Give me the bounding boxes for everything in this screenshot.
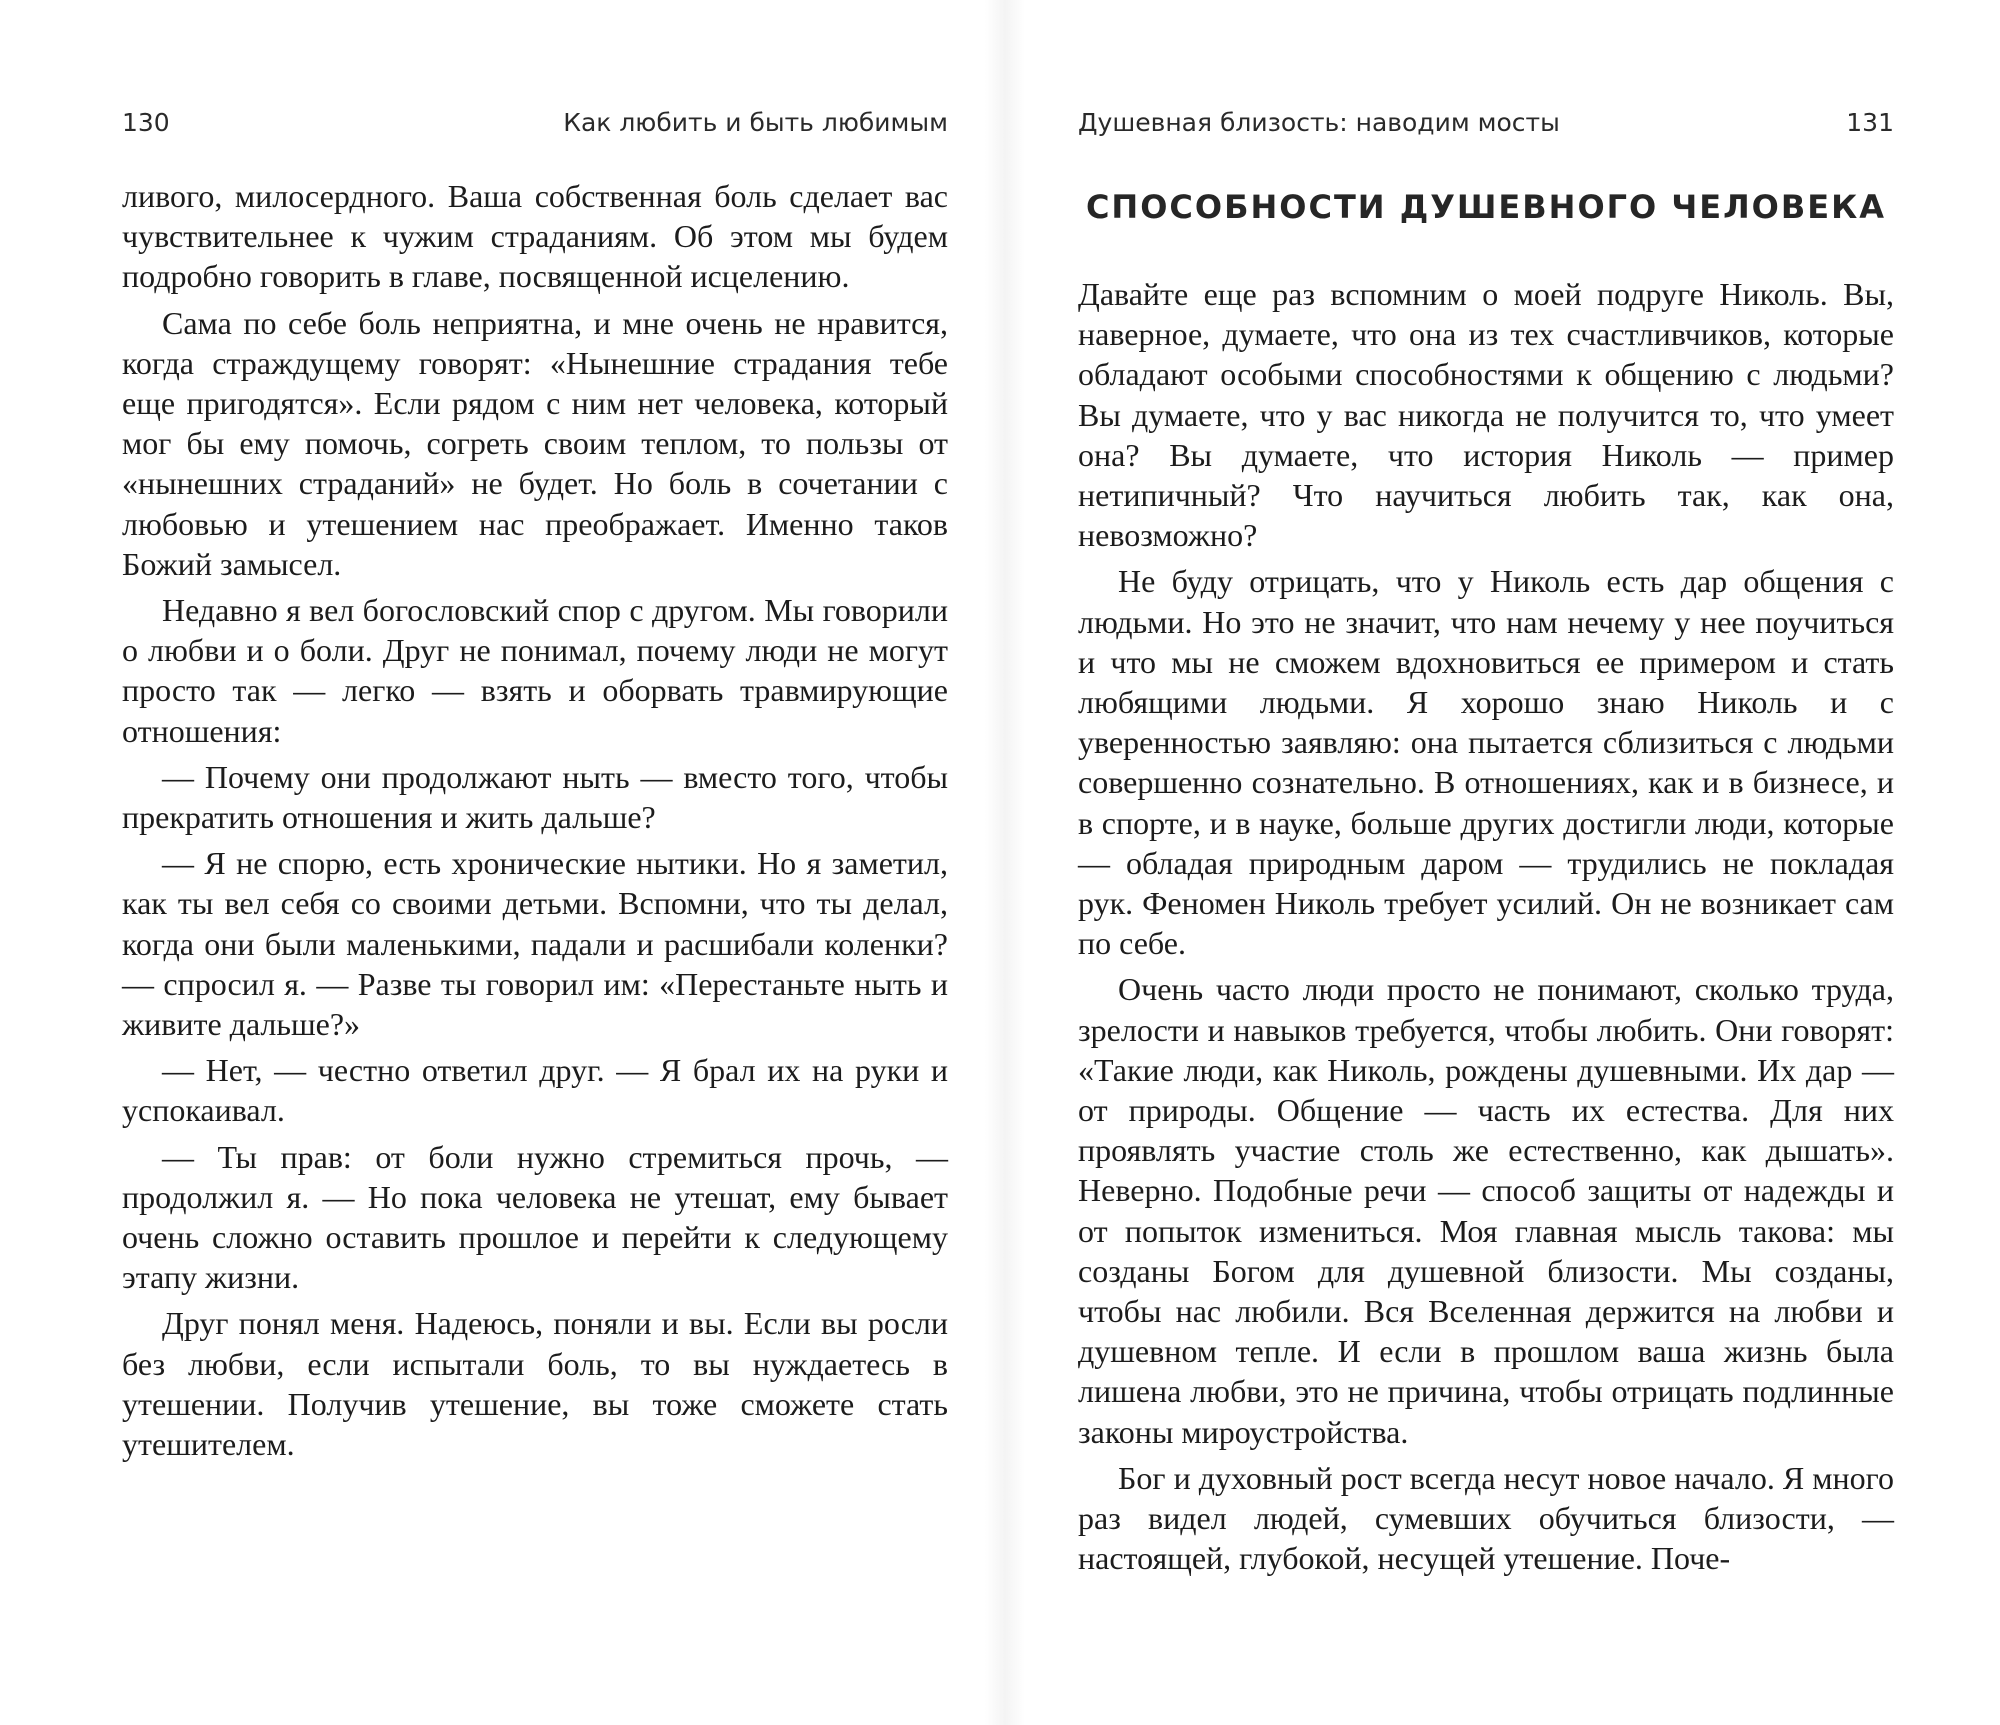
paragraph: ливого, милосердного. Ваша собственная боль сделает вас чувствительнее к чужим страданиям. Об этом мы будем подробно говорить в главе, посвященной исцелению. [122,178,948,295]
right-body-text [1078,274,1894,1585]
paragraph: Бог и духовный рост всегда несут новое начало. Я много раз видел людей, сумевших обучиться близости, — настоящей, глубокой, несущей утешение. Поче- [1078,1459,1894,1577]
right-running-title: Душевная близость: наводим мосты [1078,108,1560,137]
left-running-title: Как любить и быть любимым [563,108,948,137]
paragraph: Друг понял меня. Надеюсь, поняли и вы. Если вы росли без любви, если испытали боль, то вы нуждаетесь в утешении. Получив утешение, вы тоже сможете стать утешителем. [122,1305,948,1463]
right-page [1078,0,1894,1725]
paragraph: — Почему они продолжают ныть — вместо того, чтобы прекратить отношения и жить дальше? [122,758,948,836]
paragraph: Не буду отрицать, что у Николь есть дар общения с людьми. Но это не значит, что нам нечему у нее поучиться и что мы не сможем вдохновиться ее примером и стать любящими людьми. Я хорошо знаю Николь и с уверенностью заявляю: она пытается сблизиться с людьми совершенно сознательно. В отношениях, как и в бизнесе, и в спорте, и в науке, больше других достигли люди, которые — обладая природным даром — трудились не покладая рук. Феномен Николь требует усилий. Он не возникает сам по себе. [1078,563,1894,962]
paragraph: — Я не спорю, есть хронические нытики. Но я заметил, как ты вел себя со своими детьми. Вспомни, что ты делал, когда они были маленькими, падали и расшибали коленки? — спросил я. — Разве ты говорил им: «Перестаньте ныть и живите дальше?» [122,845,948,1043]
left-page-number: 130 [122,108,170,137]
left-running-head [122,108,948,148]
paragraph: Давайте еще раз вспомним о моей подруге Николь. Вы, наверное, думаете, что она из тех счастливчиков, которые обладают особыми способностями к общению с людьми? Вы думаете, что у вас никогда не получится то, что умеет она? Вы думаете, что история Николь — пример нетипичный? Что научиться любить так, как она, невозможно? [1078,276,1894,554]
paragraph: Недавно я вел богословский спор с другом. Мы говорили о любви и о боли. Друг не понимал, почему люди не могут просто так — легко — взять и оборвать травмирующие отношения: [122,592,948,749]
section-heading: СПОСОБНОСТИ ДУШЕВНОГО ЧЕЛОВЕКА [1085,188,1887,226]
left-page [122,0,948,1725]
paragraph: Очень часто люди просто не понимают, сколько труда, зрелости и навыков требуется, чтобы любить. Они говорят: «Такие люди, как Николь, рождены душевными. Их дар — от природы. Общение — часть их естества. Для них проявлять участие столь же естественно, как дышать». Неверно. Подобные речи — способ защиты от надежды и от попыток измениться. Моя главная мысль такова: мы созданы Богом для душевной близости. Мы созданы, чтобы нас любили. Вся Вселенная держится на любви и душевном тепле. И если в прошлом ваша жизнь была лишена любви, это не причина, чтобы отрицать подлинные законы мироустройства. [1078,971,1894,1450]
book-gutter [985,0,1025,1725]
right-page-number: 131 [1846,108,1894,137]
right-running-head [1078,108,1894,148]
paragraph: Сама по себе боль неприятна, и мне очень не нравится, когда страждущему говорят: «Нынешние страдания тебе еще пригодятся». Если рядом с ним нет человека, который мог бы ему помочь, согреть своим теплом, то пользы от «нынешних страданий» не будет. Но боль в сочетании с любовью и утешением нас преображает. Именно таков Божий замысел. [122,304,948,582]
paragraph: — Нет, — честно ответил друг. — Я брал их на руки и успокаивал. [122,1052,948,1129]
left-body-text [122,176,948,1470]
paragraph: — Ты прав: от боли нужно стремиться прочь, — продолжил я. — Но пока человека не утешат, ему бывает очень сложно оставить прошлое и перейти к следующему этапу жизни. [122,1138,948,1296]
